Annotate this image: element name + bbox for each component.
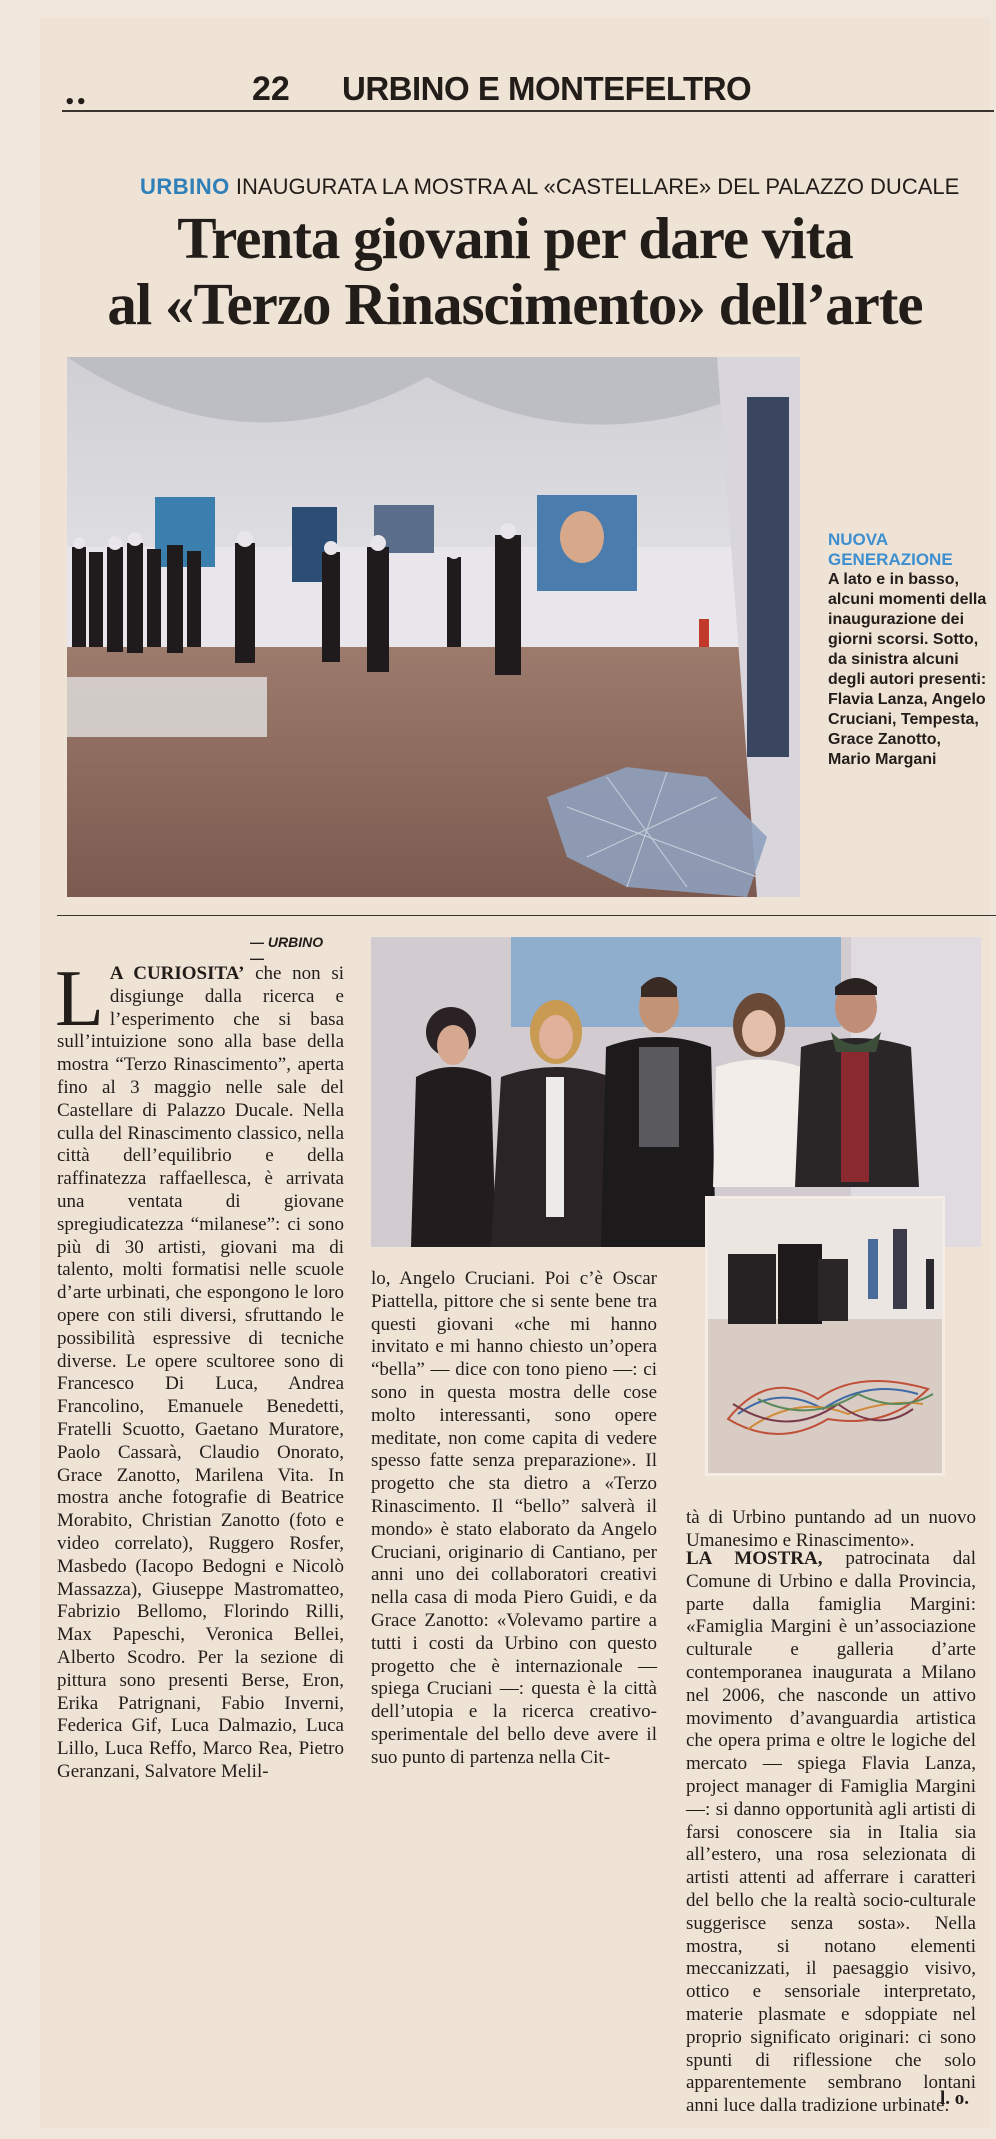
header-dots: ••: [64, 92, 88, 113]
exhibition-hall-photo: [67, 357, 800, 897]
kicker: [140, 174, 990, 200]
article-column-1: [55, 955, 344, 1784]
drop-cap: L: [55, 955, 104, 1043]
headline-line-2: al «Terzo Rinascimento» dell’arte: [107, 271, 923, 337]
article-column-2: lo, Angelo Cruciani. Poi c’è Oscar Piattella, pittore che si sente bene tra questi giovani «che mi hanno invitato e mi hanno chiesto un’opera “bella” — dice con tono pieno —: ci sono in questa mostra delle cose molto interessanti, sono opere meditate, non come capita di vedere spesso fatte senza preparazione». Il progetto che sta dietro a «Terzo Rinascimento. Il “bello” salverà il mondo» è stato elaborato da Angelo Cruciani, originario di Cantiano, per anni uno dei collaboratori creativi nella casa di moda Piero Guidi, e da Grace Zanotto: «Volevamo partire a tutti i costi da Urbino con questo progetto che è internazionale — spiega Cruciani —: questa è la città dell’utopia e la ricerca creativo-sperimentale del bello deve avere il suo punto di partenza nella Cit-: [371, 1268, 657, 1768]
author-signature: l. o.: [940, 2088, 970, 2109]
article-column-3: [686, 1548, 976, 2118]
kicker-text: INAUGURATA LA MOSTRA AL «CASTELLARE» DEL PALAZZO DUCALE: [235, 174, 960, 199]
caption-title-line-1: NUOVA: [828, 530, 889, 549]
kicker-place: URBINO: [140, 174, 230, 199]
article-col1-text: che non si disgiunge dalla ricerca e l’esperimento che si basa sull’intuizione sono alla base della mostra “Terzo Rinascimento”, aperta fino al 3 maggio nelle sale del Castellare di Palazzo Ducale. Nella culla del Rinascimento classico, nella città dell’equilibrio e della raffinatezza raffaellesca, è arrivata una ventata di giovane spregiudicatezza “milanese”: ci sono più di 30 artisti, giovani ma di talento, molti formatisi nelle scuole d’arte urbinati, che espongono le loro opere con stili diversi, sfruttando le possibilità espressive di tecniche diverse. Le opere scultoree sono di Francesco Di Luca, Andrea Francolino, Emanuele Benedetti, Fratelli Scuotto, Gaetano Muratore, Paolo Cassarà, Claudio Onorato, Grace Zanotto, Marilena Vita. In mostra anche fotografie di Beatrice Morabito, Christian Zanotto (foto e video correlato), Ruggero Rosfer, Masbedo (Iacopo Bedogni e Nicolò Massazza), Giuseppe Mastromatteo, Fabrizio Bellomo, Florindo Rilli, Max Papeschi, Veronica Bellei, Alberto Scodro. Per la sezione di pittura sono presenti Berse, Eron, Erika Patrignani, Fabio Inverni, Federica Gif, Luca Dalmazio, Luca Lillo, Luca Reffo, Marco Rea, Pietro Geranzani, Salvatore Melil-: [57, 963, 344, 1782]
photo-caption: [828, 530, 988, 770]
headline-line-1: Trenta giovani per dare vita: [177, 205, 853, 271]
section-title: URBINO E MONTEFELTRO: [342, 70, 752, 107]
caption-text: A lato e in basso, alcuni momenti della inaugurazione dei giorni scorsi. Sotto, da sinistra alcuni degli autori presenti: Flavia Lanza, Angelo Cruciani, Tempesta, Grace Zanotto, Mario Margani: [828, 571, 987, 768]
headline: [40, 205, 990, 337]
dateline: — URBINO —: [250, 934, 324, 966]
page-number: 22: [252, 70, 290, 108]
article-column-3-top: tà di Urbino puntando ad un nuovo Umanesimo e Rinascimento».: [686, 1507, 976, 1551]
page-header: [62, 70, 994, 112]
caption-title-line-2: GENERAZIONE: [828, 550, 953, 569]
la-mostra-lead: LA MOSTRA,: [686, 1548, 823, 1569]
sculpture-inset-photo: [705, 1196, 945, 1476]
section-rule: [57, 915, 996, 916]
article-lead: A CURIOSITA’: [109, 963, 245, 984]
article-col3-text: patrocinata dal Comune di Urbino e dalla Provincia, parte dalla famiglia Margini: «Famiglia Margini è un’associazione culturale e galleria d’arte contemporanea inaugurata a Milano nel 2006, che nasconde un attivo movimento d’avanguardia artistica che opera prima e oltre le logiche del mercato — spiega Flavia Lanza, project manager di Famiglia Margini —: si danno opportunità agli artisti di farsi conoscere sia in Italia sia all’estero, una rosa selezionata di artisti attenti ad afferrare i caratteri del bello che la realtà socio-culturale suggerisce senza sosta». Nella mostra, si notano elementi meccanizzati, il paesaggio visivo, ottico e sensoriale interpretato, materie plasmate e sdoppiate nel proprio significato originari: ci sono spunti di riflessione che solo apparentemente sembrano lontani anni luce dalla tradizione urbinate.: [686, 1548, 977, 2117]
